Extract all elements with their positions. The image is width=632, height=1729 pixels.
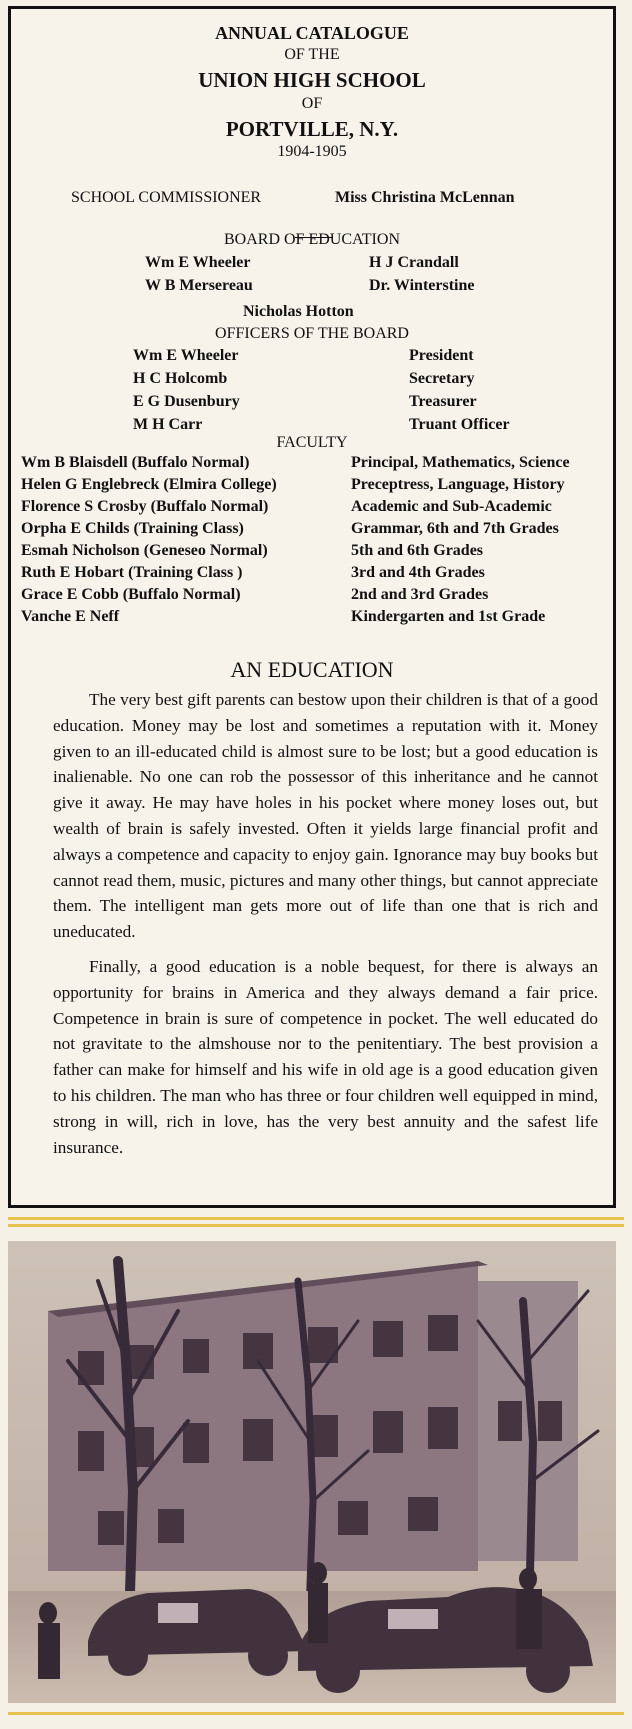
faculty-row <box>21 476 609 498</box>
faculty-name: Grace E Cobb (Buffalo Normal) <box>21 586 241 603</box>
faculty-name: Esmah Nicholson (Geneseo Normal) <box>21 542 268 559</box>
officer-name: H C Holcomb <box>133 370 228 387</box>
faculty-list <box>21 454 609 630</box>
faculty-role: 5th and 6th Grades <box>351 542 484 559</box>
faculty-role: Kindergarten and 1st Grade <box>351 608 546 625</box>
faculty-row <box>21 454 609 476</box>
catalogue-subtitle-of: OF <box>301 95 323 112</box>
school-location: PORTVILLE, N.Y. <box>225 117 399 141</box>
school-years: 1904-1905 <box>277 143 347 160</box>
essay-title: AN EDUCATION <box>230 657 394 682</box>
officer-role: President <box>409 347 474 364</box>
faculty-name: Helen G Englebreck (Elmira College) <box>21 476 277 493</box>
faculty-role: 3rd and 4th Grades <box>351 564 485 581</box>
officer-name: E G Dusenbury <box>133 393 240 410</box>
board-member: Wm E Wheeler <box>145 254 251 271</box>
faculty-row <box>21 586 609 608</box>
faculty-row <box>21 520 609 542</box>
faculty-row <box>21 564 609 586</box>
faculty-role: Academic and Sub-Academic <box>351 498 552 515</box>
board-member: H J Crandall <box>369 254 459 271</box>
catalogue-subtitle-of-the: OF THE <box>284 46 340 63</box>
faculty-heading: FACULTY <box>276 434 348 451</box>
catalogue-title: ANNUAL CATALOGUE <box>215 23 409 43</box>
board-heading: BOARD OF EDUCATION <box>223 231 400 248</box>
board-member: W B Mersereau <box>145 277 253 294</box>
faculty-role: Principal, Mathematics, Science <box>351 454 570 471</box>
gold-rule-top-inner <box>8 1224 624 1227</box>
catalogue-frame <box>8 6 616 1208</box>
officer-name: Wm E Wheeler <box>133 347 239 364</box>
school-name: UNION HIGH SCHOOL <box>198 68 426 92</box>
school-building-photo <box>8 1241 616 1703</box>
faculty-name: Wm B Blaisdell (Buffalo Normal) <box>21 454 250 471</box>
photo-illustration <box>8 1241 616 1703</box>
faculty-name: Florence S Crosby (Buffalo Normal) <box>21 498 269 515</box>
gold-rule-bottom <box>8 1712 624 1715</box>
commissioner-label: SCHOOL COMMISSIONER <box>71 189 262 206</box>
faculty-name: Vanche E Neff <box>21 608 120 625</box>
board-member: Dr. Winterstine <box>369 277 475 294</box>
faculty-name: Orpha E Childs (Training Class) <box>21 520 244 537</box>
faculty-name: Ruth E Hobart (Training Class ) <box>21 564 243 581</box>
faculty-row <box>21 608 609 630</box>
officer-role: Treasurer <box>409 393 477 410</box>
faculty-role: Preceptress, Language, History <box>351 476 565 493</box>
faculty-row <box>21 542 609 564</box>
gold-rule-top <box>8 1217 624 1220</box>
officer-role: Secretary <box>409 370 475 387</box>
board-member: Nicholas Hotton <box>243 303 354 320</box>
commissioner-name: Miss Christina McLennan <box>335 189 515 206</box>
faculty-role: Grammar, 6th and 7th Grades <box>351 520 559 537</box>
essay-body <box>53 687 598 1169</box>
essay-paragraph: Finally, a good education is a noble bequest, for there is always an opportunity for brains in America and they always demand a fair price. Competence in brain is sure of competence in pocket. The well educated do not gravitate to the almshouse nor to the penitentiary. The best provision a father can make for himself and his wife in old age is a good education given to his children. The man who has three or four children well equipped in mind, strong in will, rich in love, has the very best annuity and the safest life insurance. <box>53 956 598 1157</box>
essay-paragraph: The very best gift parents can bestow upon their children is that of a good education. Money may be lost and sometimes a reputation with it. Money given to an ill-educated child is almost sure to be lost; but a good education is inalienable. No one can rob the possessor of this inheritance and he cannot give it away. He may have holes in his pocket where money loses out, but wealth of brain is safely invested. Often it yields large financial profit and always a competence and capacity to enjoy gain. Ignorance may buy books but cannot read them, music, pictures and many other things, but cannot appreciate them. The intelligent man gets more out of life than one that is rich and uneducated. <box>53 690 598 942</box>
officer-name: M H Carr <box>133 416 203 433</box>
officer-role: Truant Officer <box>409 416 510 433</box>
officers-heading: OFFICERS OF THE BOARD <box>215 325 409 342</box>
faculty-row <box>21 498 609 520</box>
faculty-role: 2nd and 3rd Grades <box>351 586 489 603</box>
